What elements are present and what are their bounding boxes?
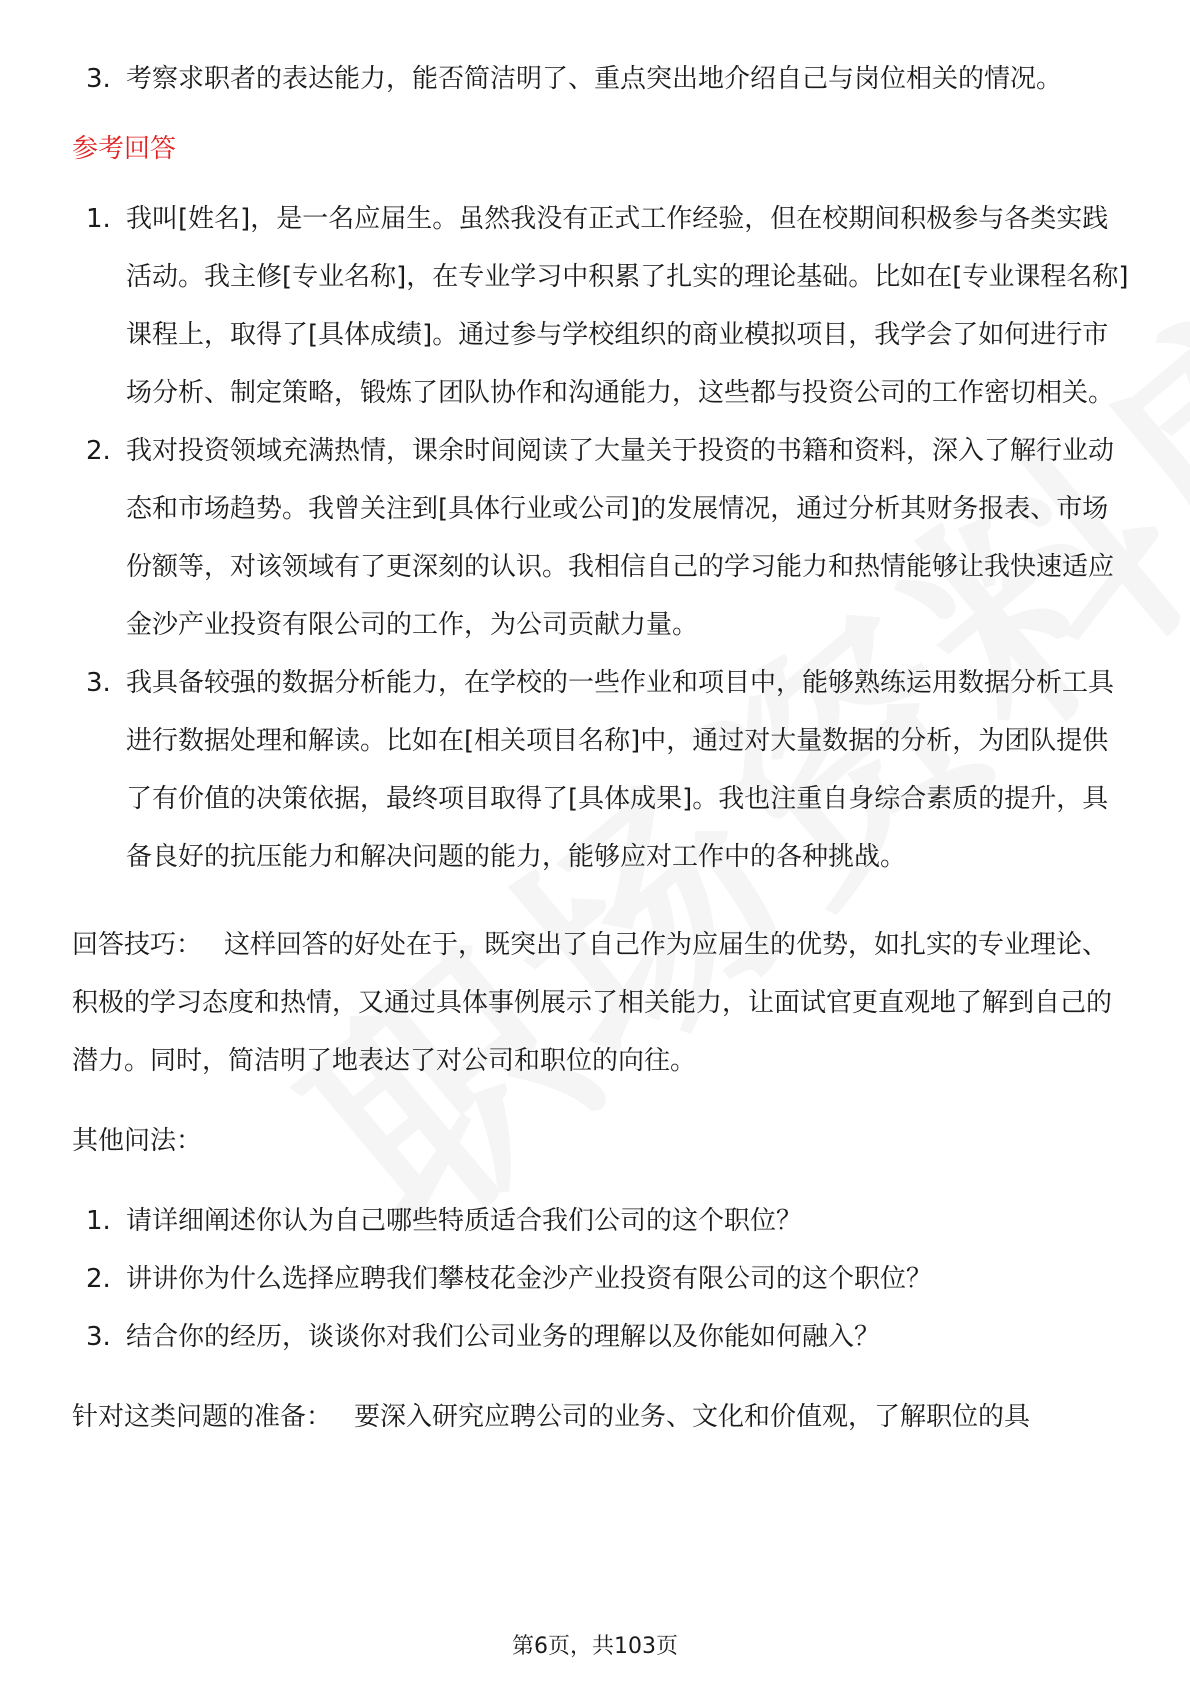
list-item-number: 2. xyxy=(86,436,111,466)
list-item-text: 我对投资领域充满热情，课余时间阅读了大量关于投资的书籍和资料，深入了解行业动态和市场趋势。我曾关注到[具体行业或公司]的发展情况，通过分析其财务报表、市场份额等，对该领域有了更深刻的认识。我相信自己的学习能力和热情能够让我快速适应金沙产业投资有限公司的工作，为公司贡献力量。 xyxy=(126,436,1115,640)
list-item xyxy=(72,50,1132,108)
reference-answer-heading: 参考回答 xyxy=(72,134,177,164)
preparation-paragraph xyxy=(72,1388,1132,1446)
other-questions-list xyxy=(72,1192,1132,1366)
list-item-text: 我具备较强的数据分析能力，在学校的一些作业和项目中，能够熟练运用数据分析工具进行数据处理和解读。比如在[相关项目名称]中，通过对大量数据的分析，为团队提供了有价值的决策依据，最终项目取得了[具体成果]。我也注重自身综合素质的提升，具备良好的抗压能力和解决问题的能力，能够应对工作中的各种挑战。 xyxy=(126,668,1115,872)
prep-label: 针对这类问题的准备： xyxy=(72,1402,333,1432)
list-item xyxy=(72,1192,1132,1250)
list-item xyxy=(72,1308,1132,1366)
list-item xyxy=(72,1250,1132,1308)
list-item-number: 3. xyxy=(86,64,111,94)
list-item-number: 3. xyxy=(86,668,111,698)
answer-tips-paragraph xyxy=(72,916,1132,1090)
list-item-text: 结合你的经历，谈谈你对我们公司业务的理解以及你能如何融入？ xyxy=(126,1322,881,1352)
list-item xyxy=(72,654,1132,886)
list-item-number: 3. xyxy=(86,1322,111,1352)
list-item-text: 考察求职者的表达能力，能否简洁明了、重点突出地介绍自己与岗位相关的情况。 xyxy=(126,64,1063,94)
tips-text: 这样回答的好处在于，既突出了自己作为应届生的优势，如扎实的专业理论、积极的学习态度和热情，又通过具体事例展示了相关能力，让面试官更直观地了解到自己的潜力。同时，简洁明了地表达了对公司和职位的向往。 xyxy=(72,930,1113,1076)
page-number-footer: 第6页，共103页 xyxy=(512,1634,678,1659)
list-item-text: 讲讲你为什么选择应聘我们攀枝花金沙产业投资有限公司的这个职位？ xyxy=(126,1264,933,1294)
prep-text: 要深入研究应聘公司的业务、文化和价值观，了解职位的具 xyxy=(354,1402,1031,1432)
other-questions-heading: 其他问法： xyxy=(72,1126,203,1156)
list-item-number: 1. xyxy=(86,1206,111,1236)
top-criteria-list xyxy=(72,50,1132,108)
list-item xyxy=(72,190,1132,422)
list-item-number: 1. xyxy=(86,204,111,234)
list-item-text: 我叫[姓名]，是一名应届生。虽然我没有正式工作经验，但在校期间积极参与各类实践活动。我主修[专业名称]，在专业学习中积累了扎实的理论基础。比如在[专业课程名称]课程上，取得了[具体成绩]。通过参与学校组织的商业模拟项目，我学会了如何进行市场分析、制定策略，锻炼了团队协作和沟通能力，这些都与投资公司的工作密切相关。 xyxy=(126,204,1129,408)
tips-label: 回答技巧： xyxy=(72,930,203,960)
list-item xyxy=(72,422,1132,654)
page-content xyxy=(72,50,1132,1446)
list-item-number: 2. xyxy=(86,1264,111,1294)
answer-list xyxy=(72,190,1132,886)
list-item-text: 请详细阐述你认为自己哪些特质适合我们公司的这个职位？ xyxy=(126,1206,803,1236)
